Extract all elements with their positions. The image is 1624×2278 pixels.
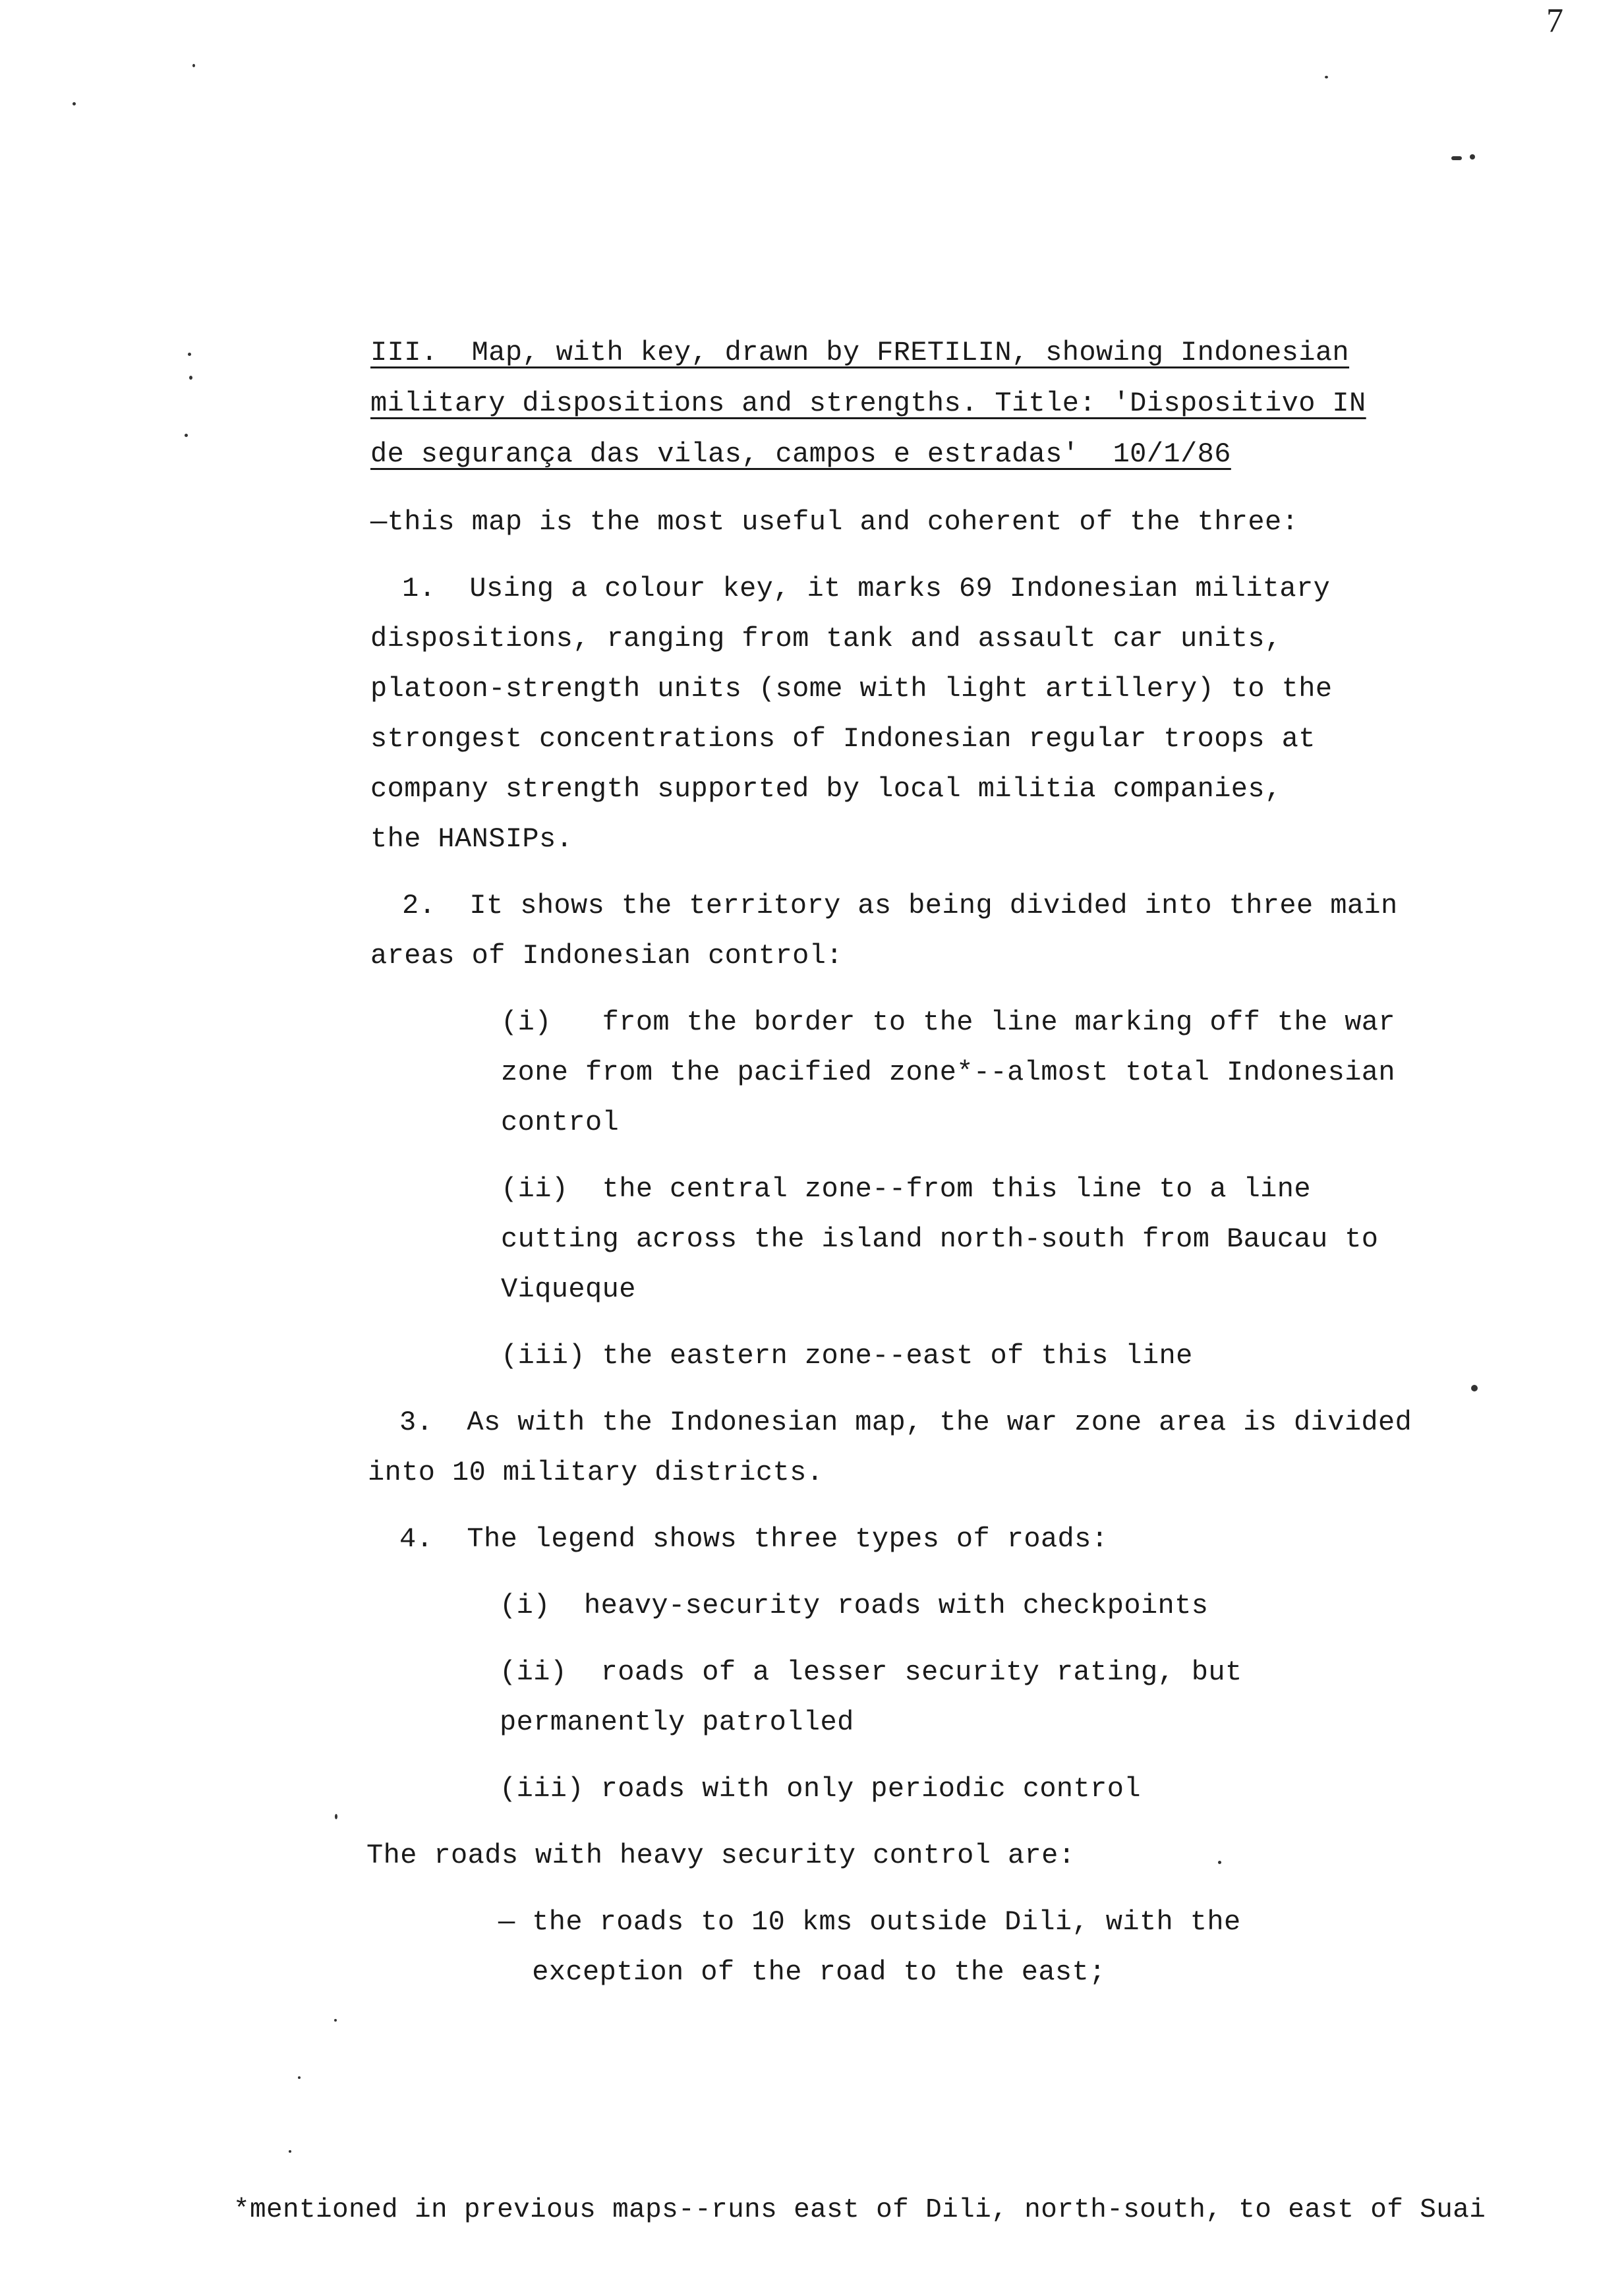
list-item-line: (i) heavy-security roads with checkpoints [500,1590,1209,1621]
paragraph-line: into 10 military districts. [368,1457,824,1488]
scan-speck [334,2019,337,2022]
scan-speck [335,1814,337,1819]
scan-speck [1325,76,1328,78]
scan-speck [72,102,76,105]
paragraph-line: 3. As with the Indonesian map, the war zone area is divided [399,1407,1412,1438]
scan-speck [188,353,191,356]
list-item-line: (iii) the eastern zone--east of this line [501,1340,1193,1372]
paragraph-line: platoon-strength units (some with light artillery) to the [370,673,1333,705]
scan-speck [1218,1861,1221,1864]
footnote: *mentioned in previous maps--runs east of Dili, north-south, to east of Suai [233,2195,1486,2225]
point-4-line: 4. The legend shows three types of roads: [399,1523,1109,1555]
list-item-line: (ii) the central zone--from this line to a line [501,1173,1311,1205]
page-number: 7 [1546,2,1563,40]
scan-speck [1471,1385,1478,1391]
scan-speck [1470,154,1475,160]
list-item-line: (iii) roads with only periodic control [500,1773,1141,1805]
list-item-line: Viqueque [501,1273,636,1305]
list-item-line: — the roads to 10 kms outside Dili, with the [498,1906,1241,1938]
list-item-line: cutting across the island north-south from Baucau to [501,1223,1379,1255]
paragraph-line: 2. It shows the territory as being divided into three main [402,890,1398,921]
list-item-line: zone from the pacified zone*--almost total Indonesian [501,1057,1396,1088]
paragraph-line: company strength supported by local militia companies, [370,773,1282,805]
heading-line-2: military dispositions and strengths. Title: 'Dispositivo IN [370,388,1366,419]
intro-line: —this map is the most useful and coherent of the three: [370,506,1299,538]
scan-speck [189,376,192,380]
scan-speck [192,64,195,67]
list-item-line: (i) from the border to the line marking off the war [501,1007,1396,1038]
paragraph-line: strongest concentrations of Indonesian regular troops at [370,723,1316,755]
list-item-line: permanently patrolled [500,1707,854,1738]
paragraph-line: areas of Indonesian control: [370,940,843,972]
heading-line-1: III. Map, with key, drawn by FRETILIN, showing Indonesian [370,337,1350,368]
paragraph-line: 1. Using a colour key, it marks 69 Indonesian military [402,573,1331,604]
heading-line-3: de segurança das vilas, campos e estradas' 10/1/86 [370,438,1231,470]
paragraph-line: dispositions, ranging from tank and assault car units, [370,623,1282,655]
list-item-line: control [501,1107,620,1138]
list-item-line: (ii) roads of a lesser security rating, but [500,1656,1242,1688]
scan-speck [185,434,188,437]
list-item-line: exception of the road to the east; [498,1956,1106,1988]
heavy-roads-intro: The roads with heavy security control are: [366,1840,1076,1871]
scan-speck [1451,156,1462,160]
scan-speck [289,2150,291,2153]
paragraph-line: the HANSIPs. [370,823,573,855]
scan-speck [298,2076,301,2079]
